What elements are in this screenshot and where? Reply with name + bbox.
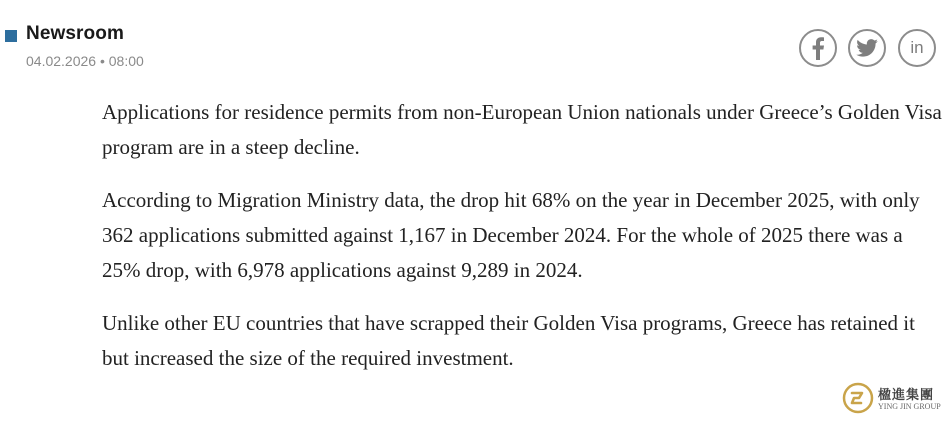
publish-date: 04.02.2026 — [26, 53, 97, 69]
source-name[interactable]: Newsroom — [26, 23, 124, 44]
watermark-name-en: YING JIN GROUP — [878, 402, 941, 411]
article-paragraph: Unlike other EU countries that have scrapped their Golden Visa programs, Greece has retained it but increased the size of the required investment. — [102, 311, 915, 370]
article-paragraph: According to Migration Ministry data, the drop hit 68% on the year in December 2025, with only 362 applications submitted against 1,167 in December 2024. For the whole of 2025 there was a 25% drop, with 6,978 applications against 9,289 in 2024. — [102, 188, 920, 282]
article-paragraph: Applications for residence permits from non-European Union nationals under Greece’s Golden Visa program are in a steep decline. — [102, 100, 942, 159]
linkedin-icon: in — [910, 38, 924, 57]
section-marker — [5, 30, 17, 42]
watermark-name-cn: 楹進集團 — [878, 388, 935, 403]
twitter-icon — [856, 39, 878, 57]
share-twitter-button[interactable] — [848, 29, 886, 67]
article-header — [0, 22, 952, 78]
watermark-logo — [842, 382, 944, 416]
article-body — [102, 95, 944, 394]
facebook-icon — [811, 36, 825, 60]
meta-separator: • — [99, 53, 105, 69]
share-facebook-button[interactable] — [799, 29, 837, 67]
share-linkedin-button[interactable] — [898, 29, 936, 67]
publish-time: 08:00 — [108, 53, 144, 69]
ying-jin-logo-icon — [842, 382, 874, 414]
publish-datetime — [26, 53, 144, 69]
